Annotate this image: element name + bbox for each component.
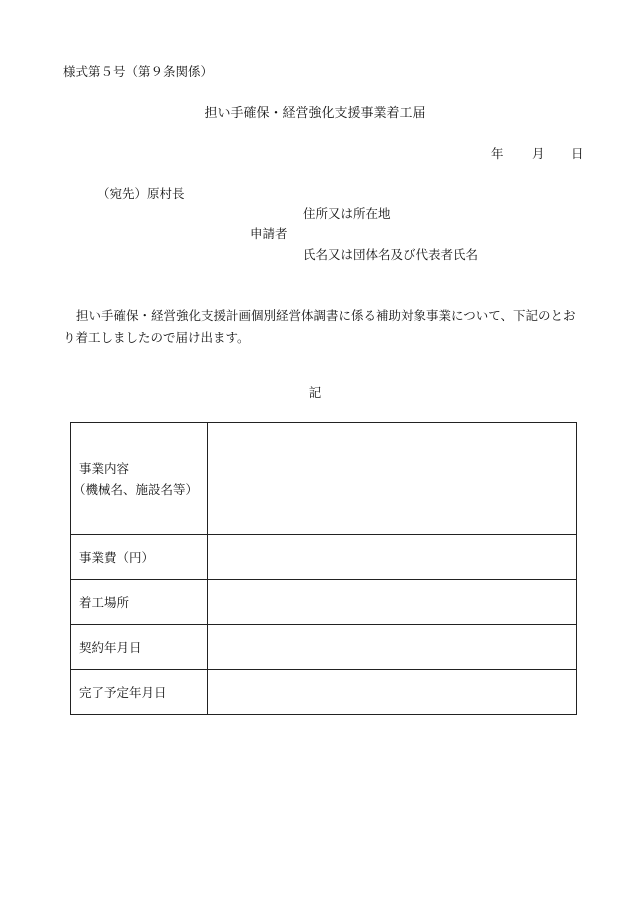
row-value-completion-date[interactable]	[208, 670, 577, 715]
row-label-completion-date: 完了予定年月日	[71, 670, 208, 715]
date-month-label: 月	[532, 146, 545, 161]
form-number: 様式第５号（第９条関係）	[63, 64, 214, 79]
row-label-line2: （機械名、施設名等）	[73, 481, 199, 497]
row-value-business-content[interactable]	[208, 423, 577, 535]
date-year-label: 年	[491, 146, 504, 161]
table-row	[71, 580, 577, 625]
address-label: 住所又は所在地	[303, 206, 391, 221]
details-table	[70, 422, 577, 715]
row-label-cost: 事業費（円）	[71, 535, 208, 580]
row-value-location[interactable]	[208, 580, 577, 625]
document-title: 担い手確保・経営強化支援事業着工届	[204, 106, 426, 121]
body-text: 担い手確保・経営強化支援計画個別経営体調書に係る補助対象事業について、下記のとおり着工しましたので届け出ます。	[63, 308, 576, 345]
table-row	[71, 670, 577, 715]
addressee: （宛先）原村長	[97, 186, 185, 201]
row-value-contract-date[interactable]	[208, 625, 577, 670]
ki-heading: 記	[308, 385, 322, 400]
row-label-location: 着工場所	[71, 580, 208, 625]
row-label-contract-date: 契約年月日	[71, 625, 208, 670]
name-label: 氏名又は団体名及び代表者氏名	[303, 247, 479, 262]
table-row	[71, 625, 577, 670]
row-label-business-content	[71, 423, 208, 535]
row-label-line1: 事業内容	[79, 460, 130, 476]
applicant-label: 申請者	[250, 226, 288, 241]
date-day-label: 日	[571, 146, 584, 161]
table-row	[71, 423, 577, 535]
row-value-cost[interactable]	[208, 535, 577, 580]
table-row	[71, 535, 577, 580]
